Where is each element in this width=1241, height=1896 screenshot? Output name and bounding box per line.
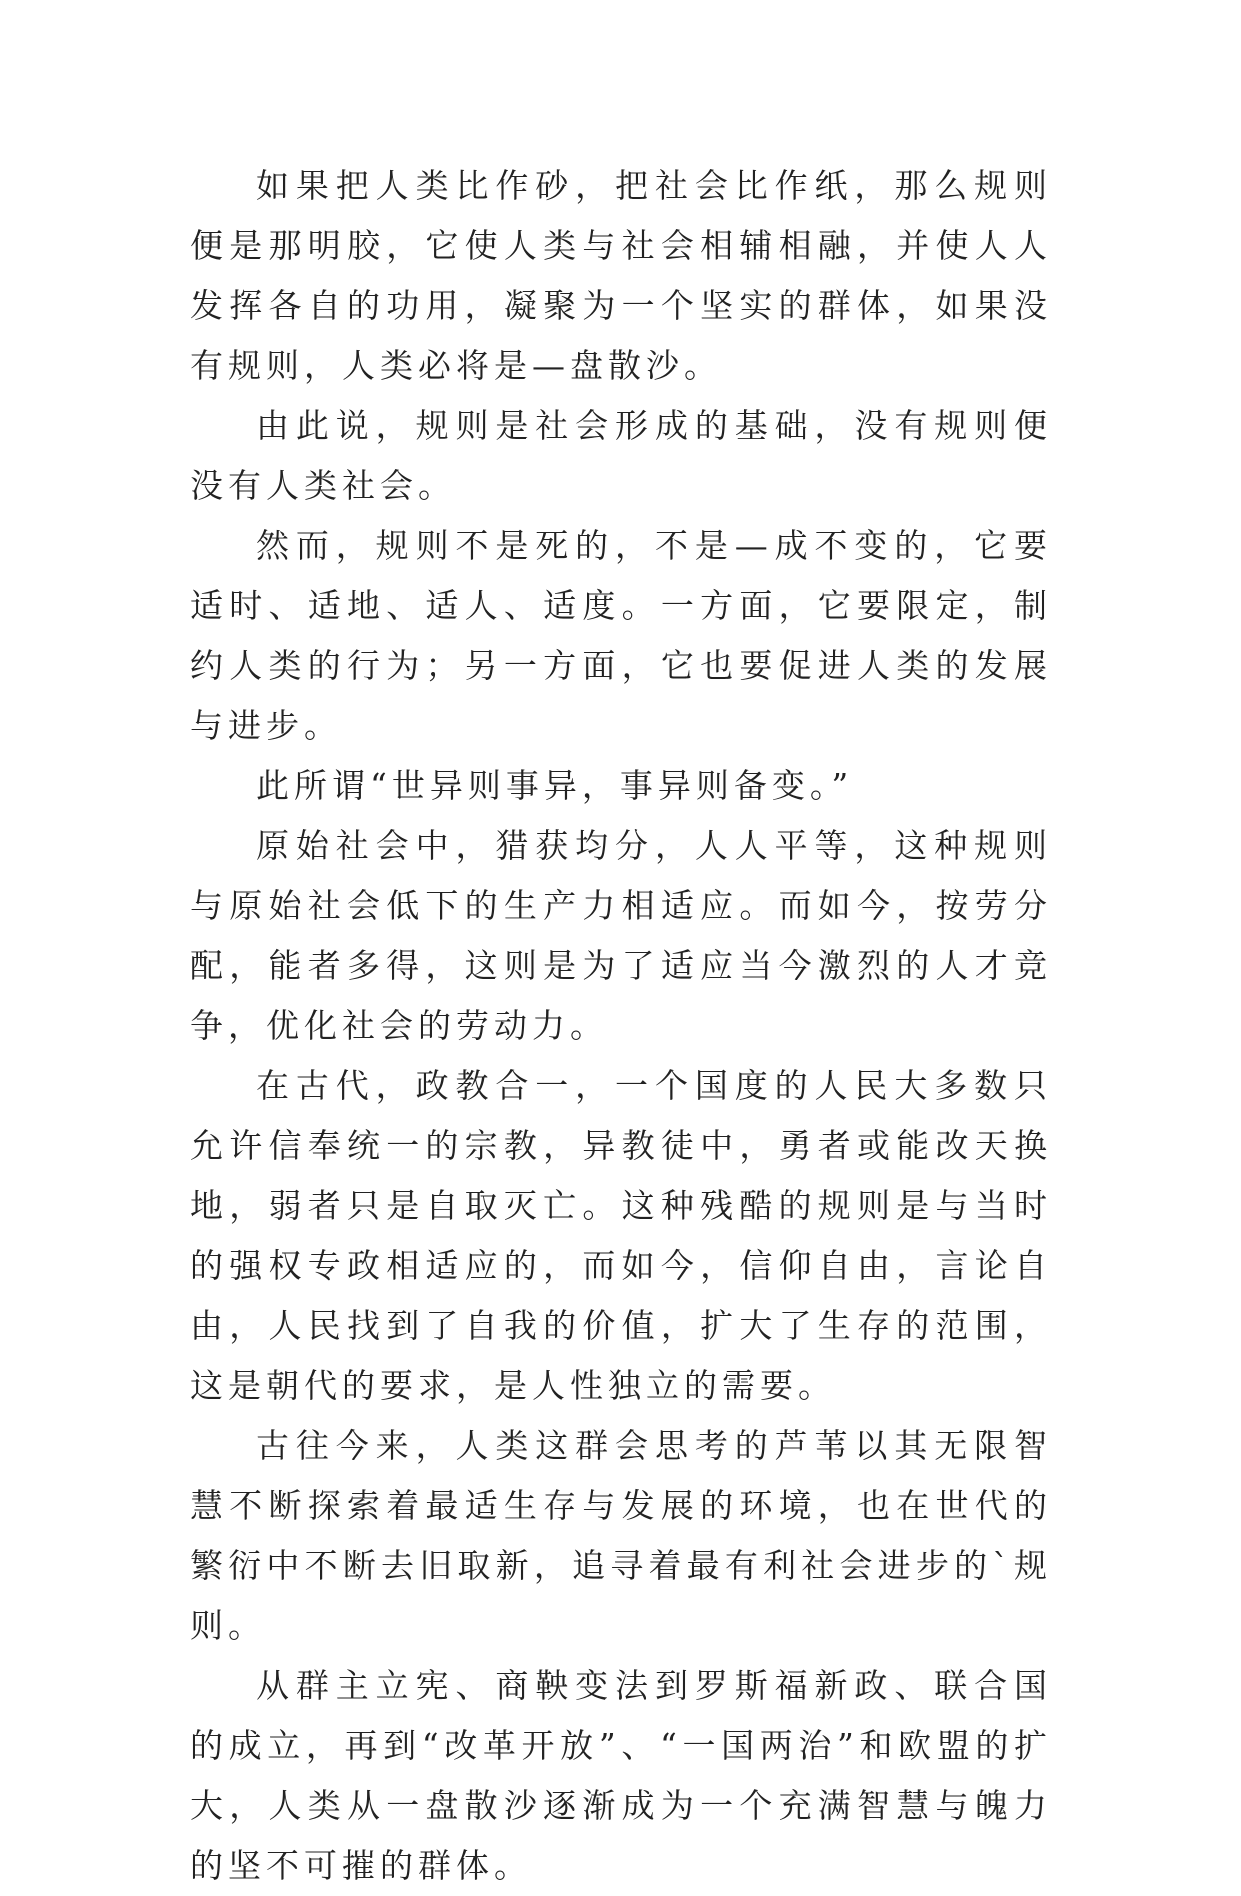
paragraph: 此所谓“世异则事异，事异则备变。” xyxy=(256,766,854,805)
paragraph: 然而，规则不是死的，不是—成不变的，它要适时、适地、适人、适度。一方面，它要限定，制约人类的行为；另一方面，它也要促进人类的发展与进步。 xyxy=(190,526,1052,745)
paragraph: 古往今来，人类这群会思考的芦苇以其无限智慧不断探索着最适生存与发展的环境，也在世代的繁衍中不断去旧取新，追寻着最有利社会进步的`规则。 xyxy=(190,1426,1052,1645)
paragraph: 从群主立宪、商鞅变法到罗斯福新政、联合国的成立，再到“改革开放”、“一国两治”和欧盟的扩大，人类从一盘散沙逐渐成为一个充满智慧与魄力的坚不可摧的群体。 xyxy=(190,1666,1052,1885)
paragraph: 如果把人类比作砂，把社会比作纸，那么规则便是那明胶，它使人类与社会相辅相融，并使人人发挥各自的功用，凝聚为一个坚实的群体，如果没有规则，人类必将是—盘散沙。 xyxy=(190,166,1052,385)
paragraph: 在古代，政教合一，一个国度的人民大多数只允许信奉统一的宗教，异教徒中，勇者或能改天换地，弱者只是自取灭亡。这种残酷的规则是与当时的强权专政相适应的，而如今，信仰自由，言论自由，人民找到了自我的价值，扩大了生存的范围，这是朝代的要求，是人性独立的需要。 xyxy=(190,1066,1052,1405)
paragraph: 原始社会中，猎获均分，人人平等，这种规则与原始社会低下的生产力相适应。而如今，按劳分配，能者多得，这则是为了适应当今激烈的人才竞争，优化社会的劳动力。 xyxy=(190,826,1052,1045)
paragraph: 由此说，规则是社会形成的基础，没有规则便没有人类社会。 xyxy=(190,406,1052,505)
document-body xyxy=(190,156,1052,1896)
